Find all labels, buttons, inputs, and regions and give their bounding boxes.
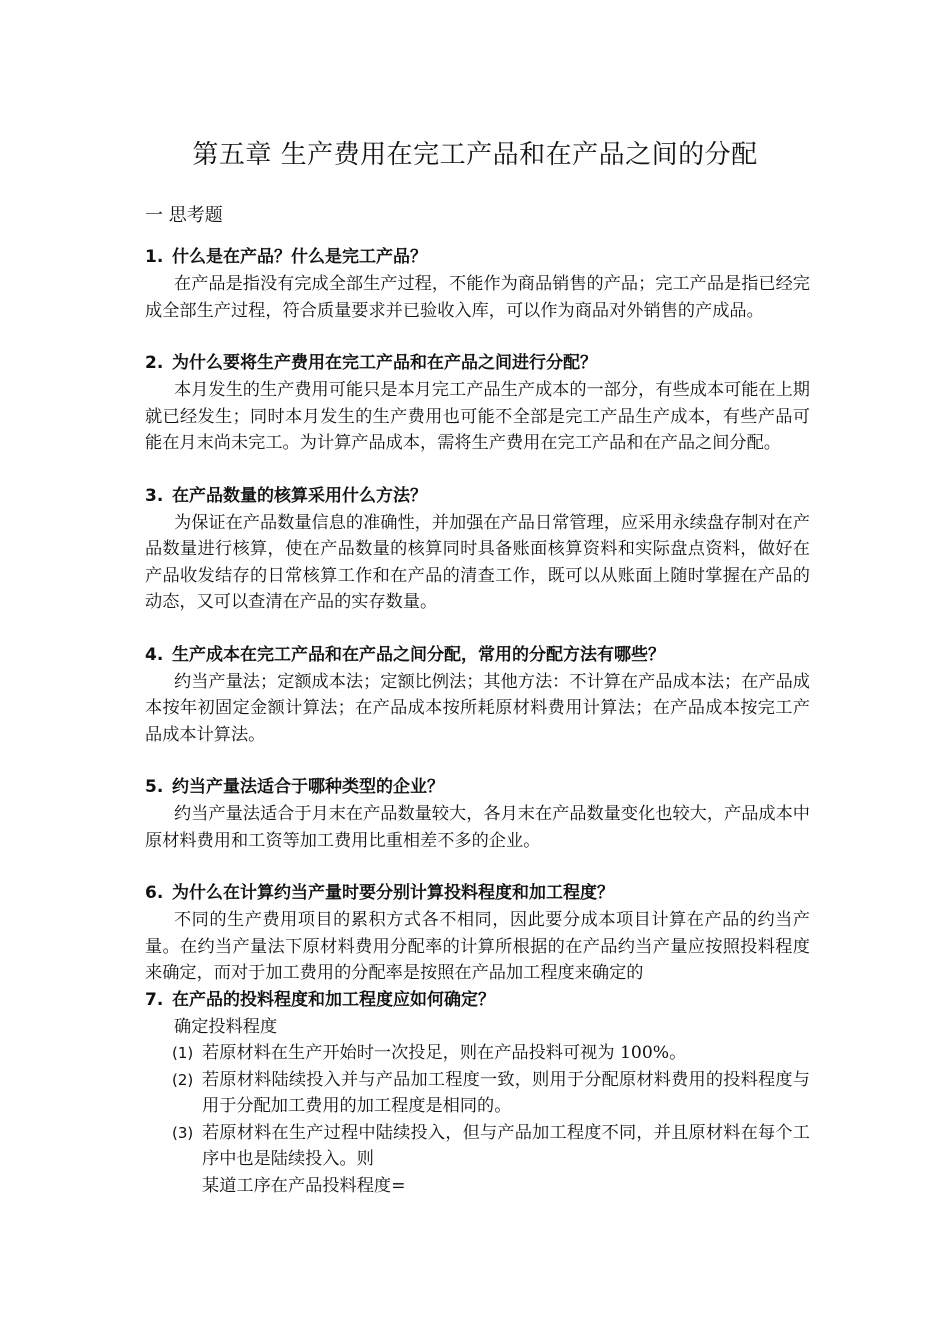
list-number: (2) [172, 1070, 194, 1089]
list-item [172, 1120, 810, 1173]
answer-2: 本月发生的生产费用可能只是本月完工产品生产成本的一部分，有些成本可能在上期就已经发生；同时本月发生的生产费用也可能不全部是完工产品生产成本，有些产品可能在月末尚未完工。为计算产品成本，需将生产费用在完工产品和在产品之间分配。 [145, 380, 810, 453]
question-number: 7. [145, 989, 164, 1010]
answer-5: 约当产量法适合于月末在产品数量较大，各月末在产品数量变化也较大，产品成本中原材料费用和工资等加工费用比重相差不多的企业。 [145, 804, 810, 851]
question-text: 在产品数量的核算采用什么方法？ [172, 485, 427, 506]
list-text: 若原材料在生产过程中陆续投入，但与产品加工程度不同，并且原材料在每个工序中也是陆续投入。则 [202, 1122, 810, 1169]
list-number: (1) [172, 1044, 194, 1062]
formula-line: 某道工序在产品投料程度= [202, 1175, 406, 1196]
question-text: 生产成本在完工产品和在产品之间分配，常用的分配方法有哪些？ [172, 644, 665, 665]
list-text: 若原材料陆续投入并与产品加工程度一致，则用于分配原材料费用的投料程度与用于分配加工费用的加工程度是相同的。 [202, 1069, 810, 1116]
question-text: 在产品的投料程度和加工程度应如何确定？ [172, 989, 495, 1010]
question-text: 什么是在产品？什么是完工产品？ [172, 247, 427, 267]
question-text: 为什么要将生产费用在完工产品和在产品之间进行分配？ [172, 353, 597, 373]
question-number: 1. [145, 247, 164, 267]
document-body [145, 244, 810, 1199]
question-number: 4. [145, 644, 164, 665]
question-7 [145, 987, 810, 1014]
section-heading: 一 思考题 [145, 205, 223, 226]
question-5 [145, 774, 810, 801]
subheading: 确定投料程度 [174, 1016, 278, 1037]
list-text: 若原材料在生产开始时一次投足，则在产品投料可视为 100%。 [202, 1043, 687, 1063]
answer-3: 为保证在产品数量信息的准确性，并加强在产品日常管理，应采用永续盘存制对在产品数量进行核算，使在产品数量的核算同时具备账面核算资料和实际盘点资料，做好在产品收发结存的日常核算工作和在产品的清查工作，既可以从账面上随时掌握在产品的动态，又可以查清在产品的实存数量。 [145, 512, 810, 612]
answer-6: 不同的生产费用项目的累积方式各不相同，因此要分成本项目计算在产品的约当产量。在约当产量法下原材料费用分配率的计算所根据的在产品约当产量应按照投料程度来确定，而对于加工费用的分配率是按照在产品加工程度来确定的 [145, 910, 810, 983]
question-number: 5. [145, 777, 164, 797]
question-3 [145, 483, 810, 510]
question-1 [145, 244, 810, 271]
question-number: 2. [145, 353, 164, 373]
list-item [172, 1067, 810, 1120]
question-2 [145, 350, 810, 377]
question-number: 3. [145, 485, 164, 506]
question-4 [145, 642, 810, 669]
question-6 [145, 880, 810, 907]
answer-1: 在产品是指没有完成全部生产过程，不能作为商品销售的产品；完工产品是指已经完成全部生产过程，符合质量要求并已验收入库，可以作为商品对外销售的产成品。 [145, 274, 810, 321]
list-item [172, 1040, 810, 1067]
chapter-title: 第五章 生产费用在完工产品和在产品之间的分配 [192, 140, 758, 170]
list-number: (3) [172, 1123, 194, 1142]
question-number: 6. [145, 883, 164, 903]
question-text: 约当产量法适合于哪种类型的企业？ [172, 777, 444, 797]
answer-4: 约当产量法；定额成本法；定额比例法；其他方法：不计算在产品成本法；在产品成本按年初固定金额计算法；在产品成本按所耗原材料费用计算法；在产品成本按完工产品成本计算法。 [145, 671, 810, 745]
question-text: 为什么在计算约当产量时要分别计算投料程度和加工程度？ [172, 883, 614, 903]
